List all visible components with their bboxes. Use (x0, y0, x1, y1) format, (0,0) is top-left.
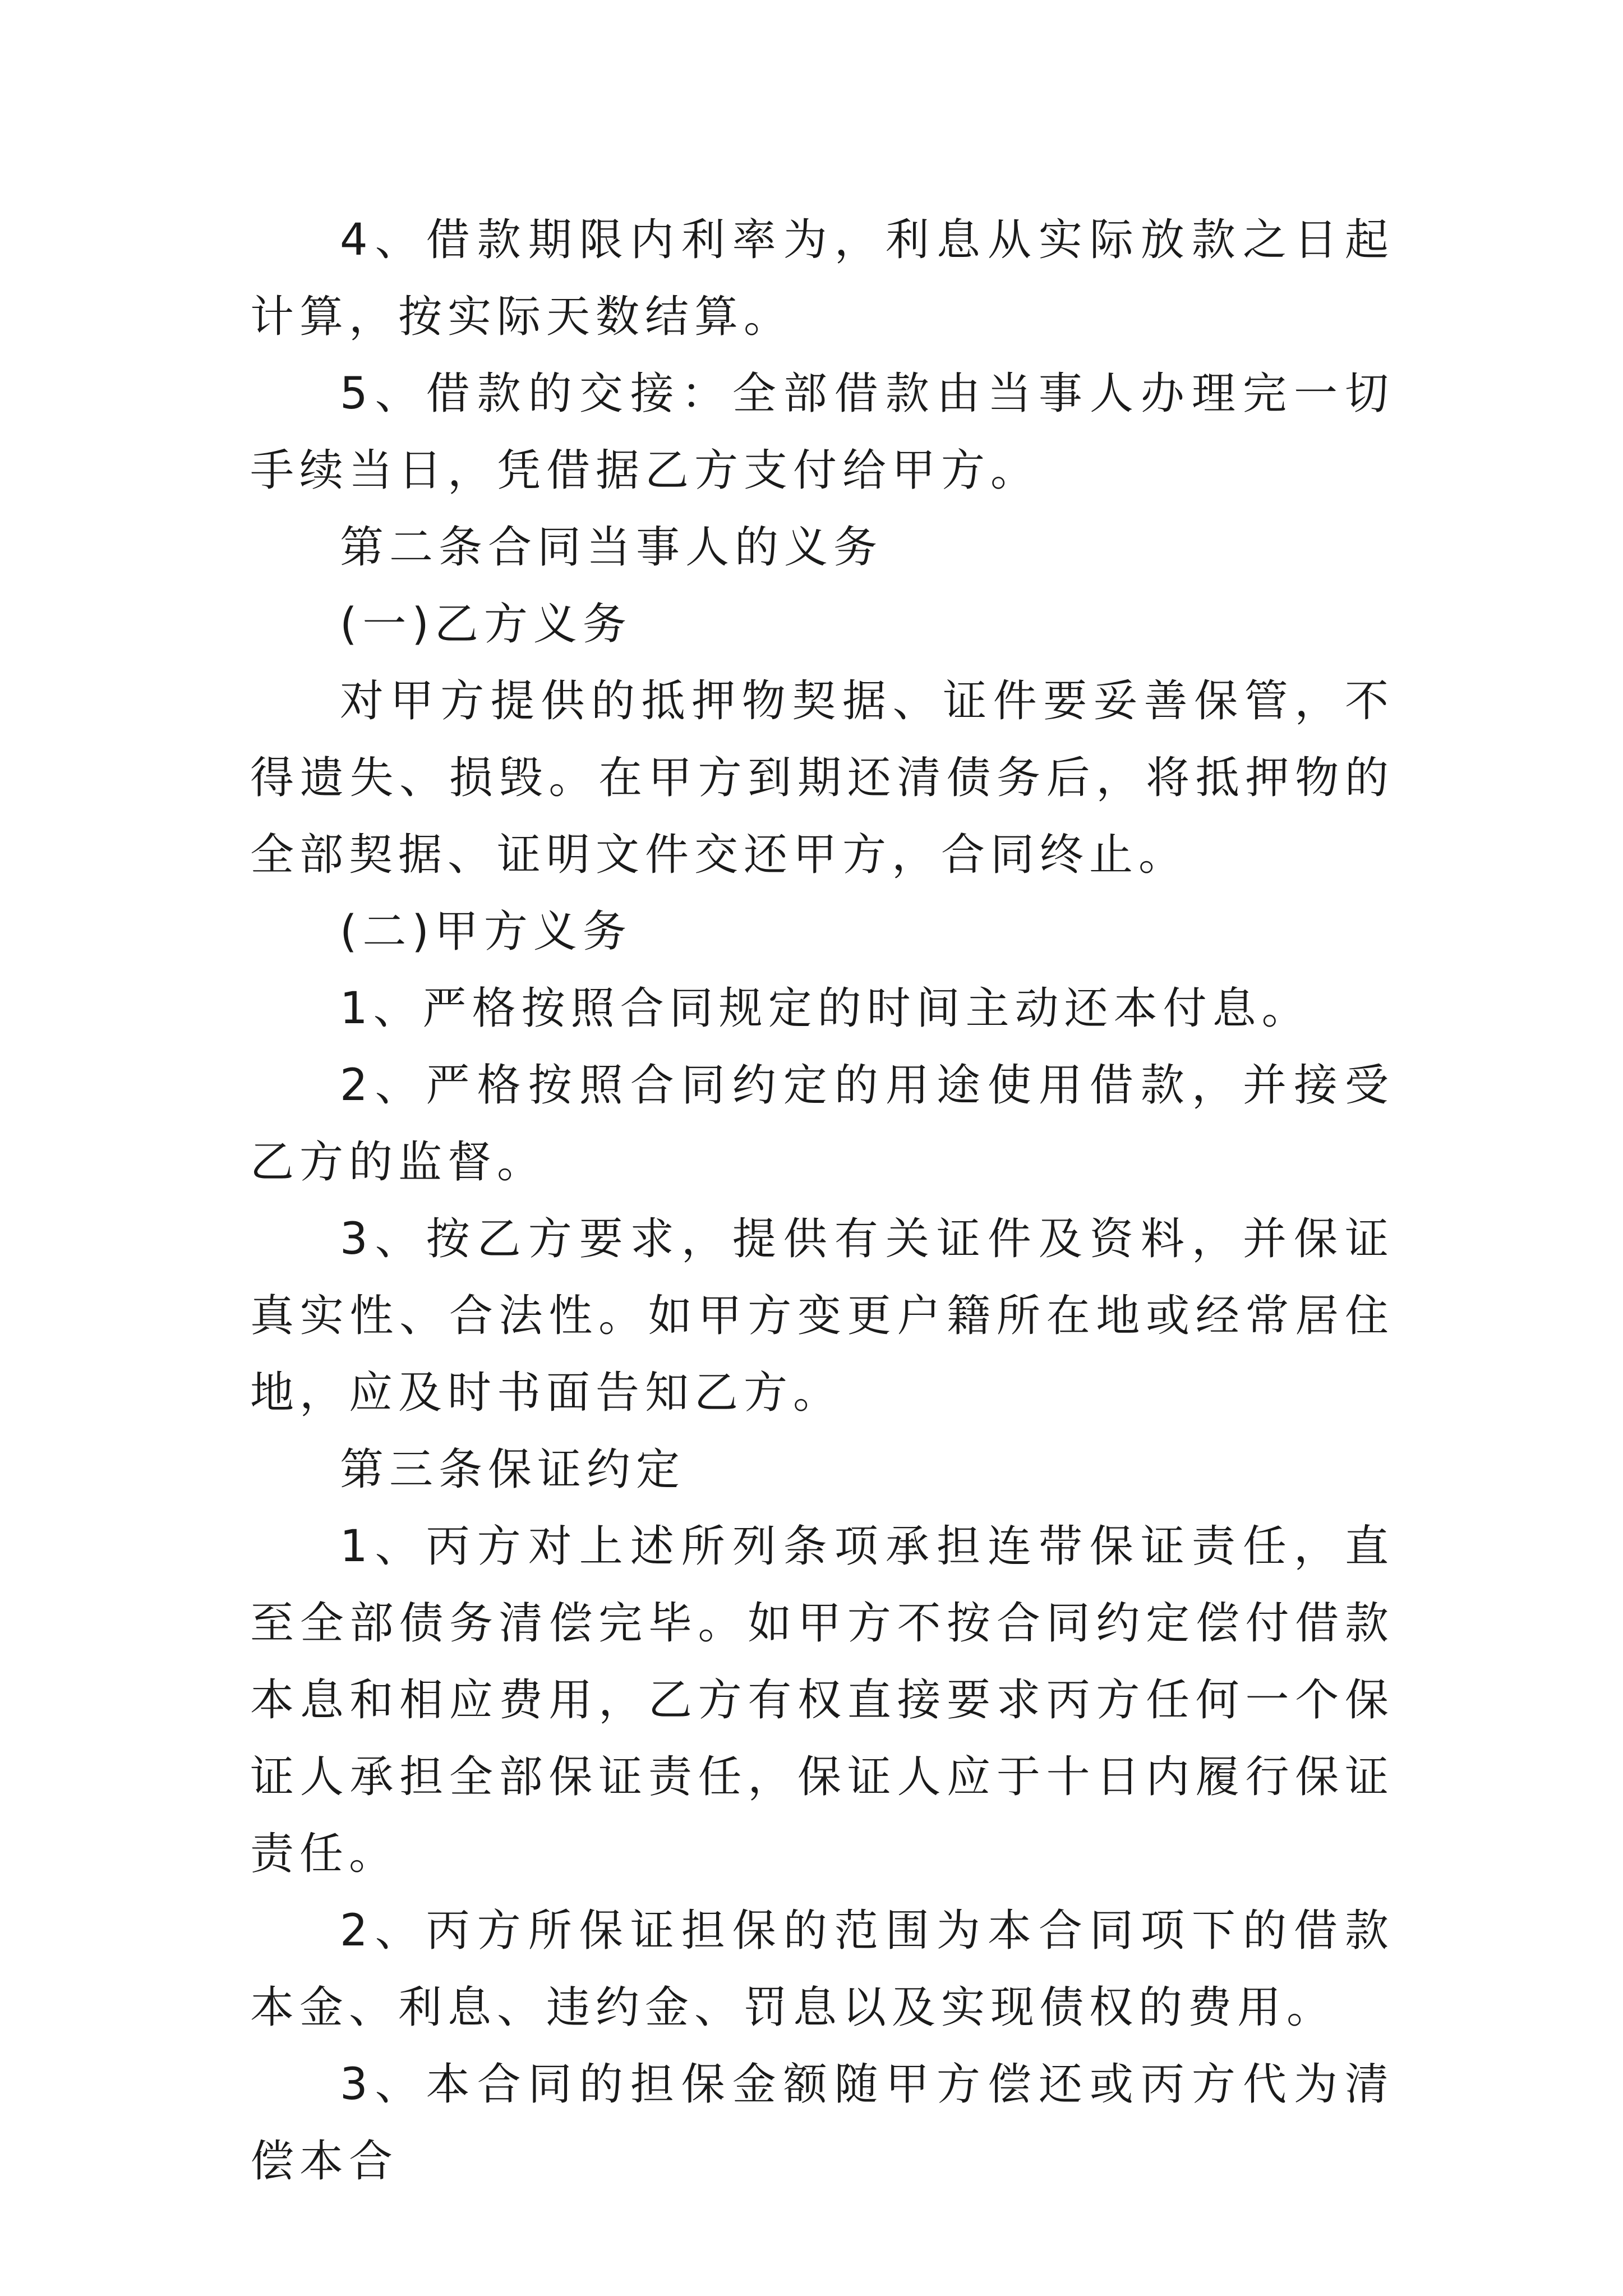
guarantee-clause-1: 1、丙方对上述所列条项承担连带保证责任，直至全部债务清偿完毕。如甲方不按合同约定偿付借款本息和相应费用，乙方有权直接要求丙方任何一个保证人承担全部保证责任，保证人应于十日内履行保证责任。 (250, 1521, 1394, 1879)
guarantee-clause-2: 2、丙方所保证担保的范围为本合同项下的借款本金、利息、违约金、罚息以及实现债权的费用。 (250, 1906, 1394, 2033)
article-3-heading: 第三条保证约定 (340, 1444, 686, 1495)
clause-4-interest: 4、借款期限内利率为，利息从实际放款之日起计算，按实际天数结算。 (250, 215, 1394, 342)
party-a-duty-1: 1、严格按照合同规定的时间主动还本付息。 (340, 983, 1311, 1034)
party-b-duties-text: 对甲方提供的抵押物契据、证件要妥善保管，不得遗失、损毁。在甲方到期还清债务后，将抵押物的全部契据、证明文件交还甲方，合同终止。 (250, 676, 1394, 880)
party-a-duty-3: 3、按乙方要求，提供有关证件及资料，并保证真实性、合法性。如甲方变更户籍所在地或经常居住地，应及时书面告知乙方。 (250, 1214, 1394, 1418)
section-party-b-duties-heading: (一)乙方义务 (340, 599, 632, 650)
document-body (250, 202, 1394, 2200)
guarantee-clause-3: 3、本合同的担保金额随甲方偿还或丙方代为清偿本合 (250, 2059, 1394, 2187)
clause-5-handover: 5、借款的交接：全部借款由当事人办理完一切手续当日，凭借据乙方支付给甲方。 (250, 369, 1394, 496)
party-a-duty-2: 2、严格按照合同约定的用途使用借款，并接受乙方的监督。 (250, 1060, 1394, 1188)
article-2-heading: 第二条合同当事人的义务 (340, 522, 883, 573)
section-party-a-duties-heading: (二)甲方义务 (340, 907, 632, 957)
